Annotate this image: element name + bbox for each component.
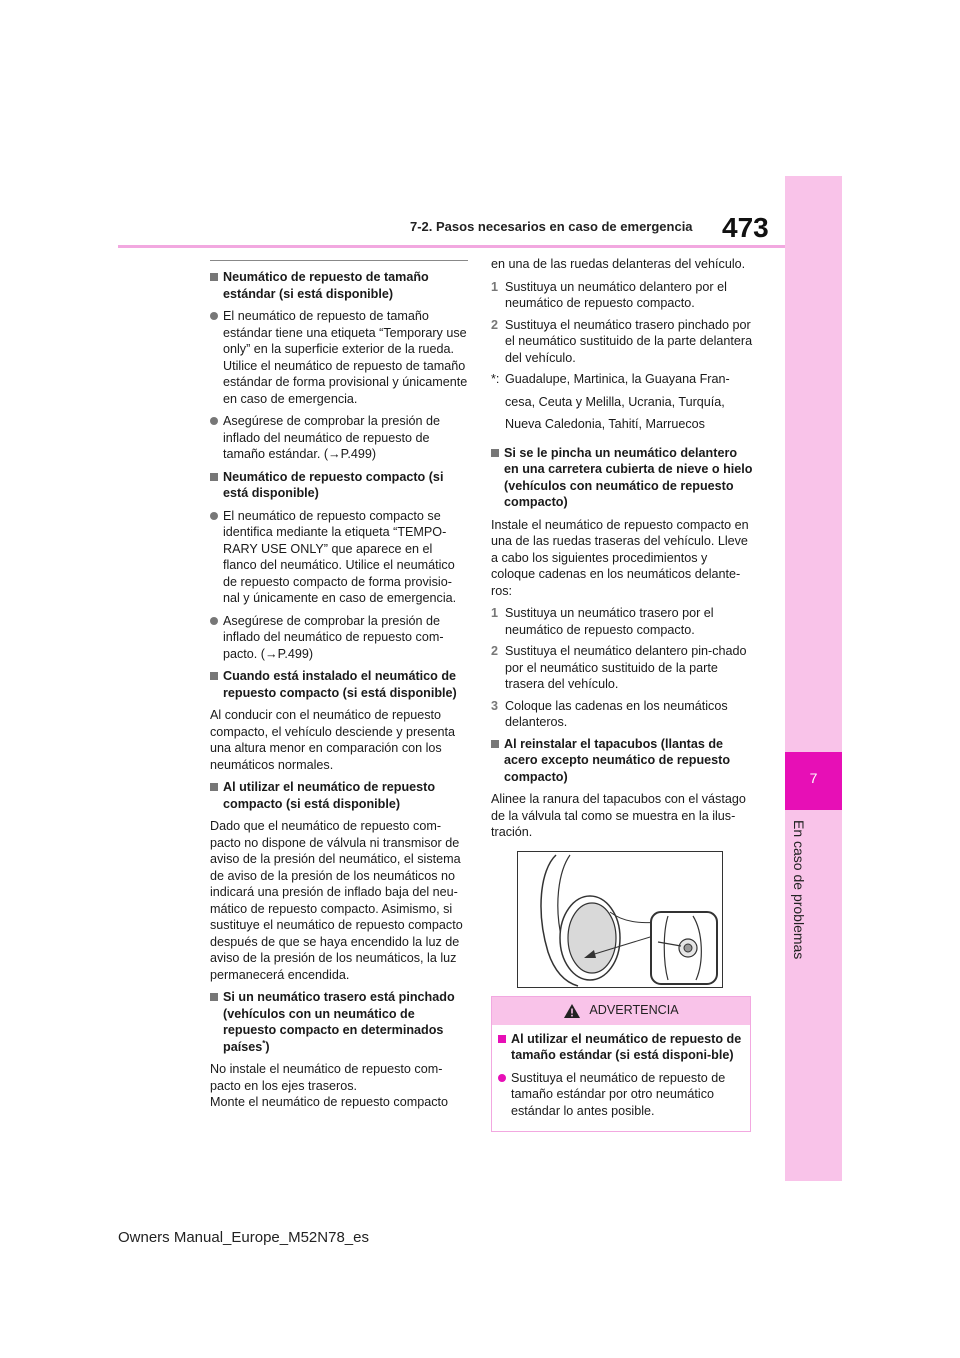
square-bullet-icon [210,993,218,1001]
section-heading [210,269,468,302]
section-heading-text: Neumático de repuesto de tamaño estándar (si está disponible) [223,270,429,301]
paragraph: Dado que el neumático de repuesto com-pacto no dispone de válvula ni transmisor de aviso de la presión del neumático, el sistema de aviso de la presión de los neumáticos no indicará una presión de inflado baja del neu-mático de repuesto compacto. Asimismo, si sustituye el neumático de repuesto compacto después de que se haya encendido la luz de aviso de la presión de los neumáticos, la luz permanecerá encendida. [210,819,463,982]
footnote-mark: * [262,1038,266,1048]
chapter-side-tab [785,176,842,1181]
square-bullet-icon [210,672,218,680]
round-bullet-icon [210,417,218,425]
warning-triangle-icon [563,1003,581,1019]
step-text: Coloque las cadenas en los neumáticos delanteros. [505,698,728,729]
section-title: 7-2. Pasos necesarios en caso de emergencia [410,219,693,234]
bullet-text: Asegúrese de comprobar la presión de inflado del neumático de repuesto com-pacto. (→P.499) [223,613,444,661]
step-number: 2 [491,317,499,332]
step-item [491,279,753,312]
step-number: 1 [491,279,499,294]
step-number: 2 [491,644,499,658]
header-rule [118,245,785,248]
warning-title: ADVERTENCIA [589,1003,679,1018]
heading-text: Si un neumático trasero está pinchado (vehículos con un neumático de repuesto compacto en determinados países [223,990,455,1054]
section-heading-text: Neumático de repuesto compacto (si está disponible) [223,469,444,500]
footnote-line: Nueva Caledonia, Tahití, Marruecos [505,417,705,431]
step-number: 1 [491,606,499,620]
section-heading-text: Al reinstalar el tapacubos (llantas de acero excepto neumático de repuesto compacto) [504,736,731,784]
round-bullet-icon [498,1074,506,1082]
column-top-rule [210,260,468,261]
section-heading-text [223,989,468,1055]
warning-heading [498,1031,744,1064]
section-heading [210,989,468,1055]
step-text: Sustituya un neumático delantero por el neumático de repuesto compacto. [505,279,727,310]
step-item [491,643,753,693]
warning-body [492,1025,750,1132]
wheel-cap-illustration [517,851,723,988]
bullet-text: Asegúrese de comprobar la presión de inflado del neumático de repuesto de tamaño estándar. (→P.499) [223,414,441,461]
section-heading [491,736,753,786]
step-text: Sustituya el neumático trasero pinchado por el neumático sustituido de la parte delantera del vehículo. [505,317,753,365]
chapter-number: 7 [809,770,818,786]
warning-header [492,997,750,1025]
bullet-text: El neumático de repuesto de tamaño estándar tiene una etiqueta “Temporary use only” en la superficie exterior de la rueda. Utilice el neumático de repuesto de tamaño estándar de forma provisional y únicamente en caso de emergencia. [223,309,468,406]
step-item [491,317,753,367]
step-number: 3 [491,698,499,713]
section-heading [491,445,753,511]
bullet-item [210,508,468,607]
page-number: 473 [722,212,769,243]
bullet-text: El neumático de repuesto compacto se identifica mediante la etiqueta “TEMPO-RARY USE ONLY” que aparece en el flanco del neumático. Utilice el neumático de repuesto compacto de forma provisio-nal y únicamente en caso de emergencia. [223,508,457,605]
footnote-mark: *: [491,372,500,386]
footnote-line: cesa, Ceuta y Melilla, Ucrania, Turquía, [505,394,725,409]
section-heading [210,779,468,812]
square-bullet-icon [210,273,218,281]
section-heading-text: Si se le pincha un neumático delantero en una carretera cubierta de nieve o hielo (vehículos con neumático de repuesto compacto) [504,445,753,509]
step-text: Sustituya el neumático delantero pin-chado por el neumático sustituido de la parte trasera del vehículo. [505,644,747,691]
bullet-item [210,308,468,407]
step-item [491,698,753,731]
footnote-lines [505,371,730,439]
paragraph: en una de las ruedas delanteras del vehículo. [491,257,746,271]
footnote-line: Guadalupe, Martinica, la Guayana Fran- [505,372,730,386]
footnote [491,371,753,439]
heading-close: ) [265,1039,270,1054]
bullet-item [210,413,468,463]
step-text: Sustituya un neumático trasero por el neumático de repuesto compacto. [505,606,714,637]
chapter-title: En caso de problemas [791,820,807,960]
paragraph: Alinee la ranura del tapacubos con el vástago de la válvula tal como se muestra en la ilus-tración. [491,792,746,839]
square-bullet-icon [210,473,218,481]
section-heading-text: Cuando está instalado el neumático de repuesto compacto (si está disponible) [223,669,457,700]
bullet-item [210,613,468,663]
right-column [491,256,753,1132]
footer-manual-id: Owners Manual_Europe_M52N78_es [118,1229,369,1246]
round-bullet-icon [210,617,218,625]
wheel-cap-drawing [518,852,722,987]
paragraph: Al conducir con el neumático de repuesto compacto, el vehículo desciende y presenta una altura menor en comparación con los neumáticos normales. [210,708,456,772]
section-heading-text: Al utilizar el neumático de repuesto compacto (si está disponible) [223,780,436,811]
square-bullet-icon [210,783,218,791]
paragraph: No instale el neumático de repuesto com-pacto en los ejes traseros. [210,1062,443,1093]
paragraph: Monte el neumático de repuesto compacto [210,1095,449,1109]
warning-heading-text: Al utilizar el neumático de repuesto de tamaño estándar (si está disponi-ble) [511,1031,742,1062]
warning-bullet-text: Sustituya el neumático de repuesto de tamaño estándar por otro neumático estándar lo antes posible. [511,1070,726,1118]
square-bullet-icon [498,1035,506,1043]
warning-box [491,996,751,1133]
paragraph: Instale el neumático de repuesto compacto en una de las ruedas traseras del vehículo. Lleve a cabo los siguientes procedimientos y coloque cadenas en los neumáticos delante-ros: [491,517,749,598]
round-bullet-icon [210,512,218,520]
square-bullet-icon [491,449,499,457]
left-column [210,260,468,1111]
section-heading [210,469,468,502]
square-bullet-icon [491,740,499,748]
step-item [491,605,753,638]
round-bullet-icon [210,312,218,320]
section-heading [210,668,468,701]
warning-bullet [498,1070,744,1120]
